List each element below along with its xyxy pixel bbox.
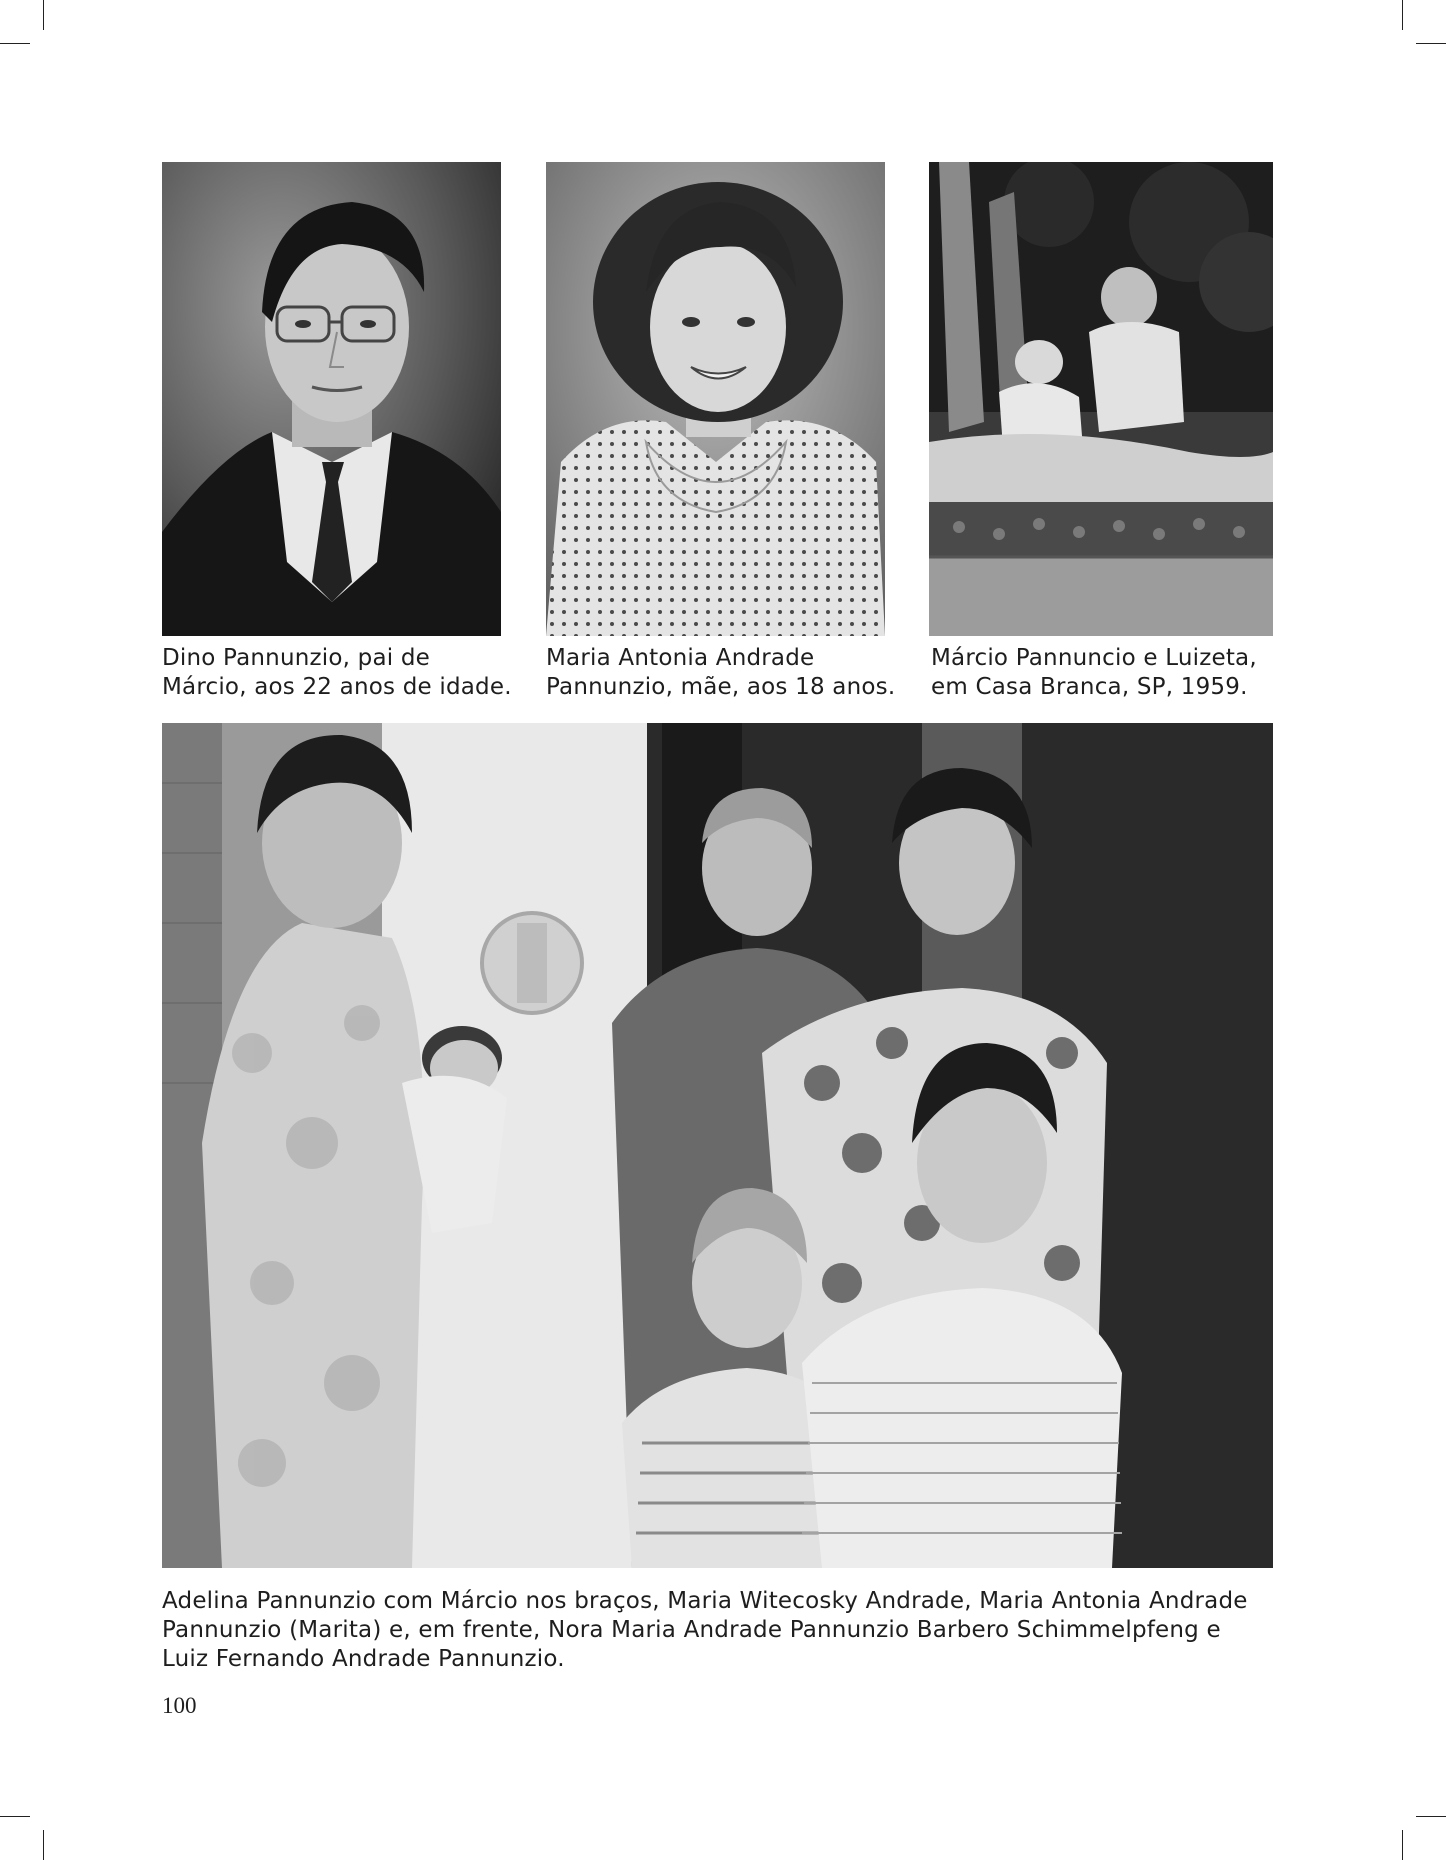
caption-photo-casa-branca xyxy=(931,644,1257,702)
caption-line: Pannunzio, mãe, aos 18 anos. xyxy=(546,674,896,700)
crop-mark-bottom-left-vertical xyxy=(43,1830,44,1860)
caption-line: em Casa Branca, SP, 1959. xyxy=(931,674,1248,700)
page-number: 100 xyxy=(162,1693,197,1718)
photo-dino-portrait xyxy=(162,162,501,636)
caption-line: Adelina Pannunzio com Márcio nos braços, Maria Witecosky Andrade, Maria Antonia Andrade xyxy=(162,1588,1248,1614)
caption-photo-maria-antonia xyxy=(546,644,895,702)
caption-photo-dino xyxy=(162,644,512,702)
crop-mark-top-right-vertical xyxy=(1402,0,1403,30)
photo-maria-antonia-portrait xyxy=(546,162,885,636)
caption-line: Márcio Pannuncio e Luizeta, xyxy=(931,645,1257,671)
crop-mark-top-left-horizontal xyxy=(0,43,30,44)
caption-family-group xyxy=(162,1587,1248,1674)
caption-line: Pannunzio (Marita) e, em frente, Nora Maria Andrade Pannunzio Barbero Schimmelpfeng e xyxy=(162,1617,1221,1643)
photo-marcio-luizeta-casa-branca xyxy=(929,162,1273,636)
crop-mark-bottom-right-vertical xyxy=(1402,1830,1403,1860)
crop-mark-top-left-vertical xyxy=(43,0,44,30)
photo-family-group xyxy=(162,723,1273,1568)
crop-mark-bottom-left-horizontal xyxy=(0,1816,30,1817)
caption-line: Maria Antonia Andrade xyxy=(546,645,815,671)
crop-mark-bottom-right-horizontal xyxy=(1416,1816,1446,1817)
caption-line: Luiz Fernando Andrade Pannunzio. xyxy=(162,1646,565,1672)
caption-line: Márcio, aos 22 anos de idade. xyxy=(162,674,512,700)
crop-mark-top-right-horizontal xyxy=(1416,43,1446,44)
caption-line: Dino Pannunzio, pai de xyxy=(162,645,431,671)
